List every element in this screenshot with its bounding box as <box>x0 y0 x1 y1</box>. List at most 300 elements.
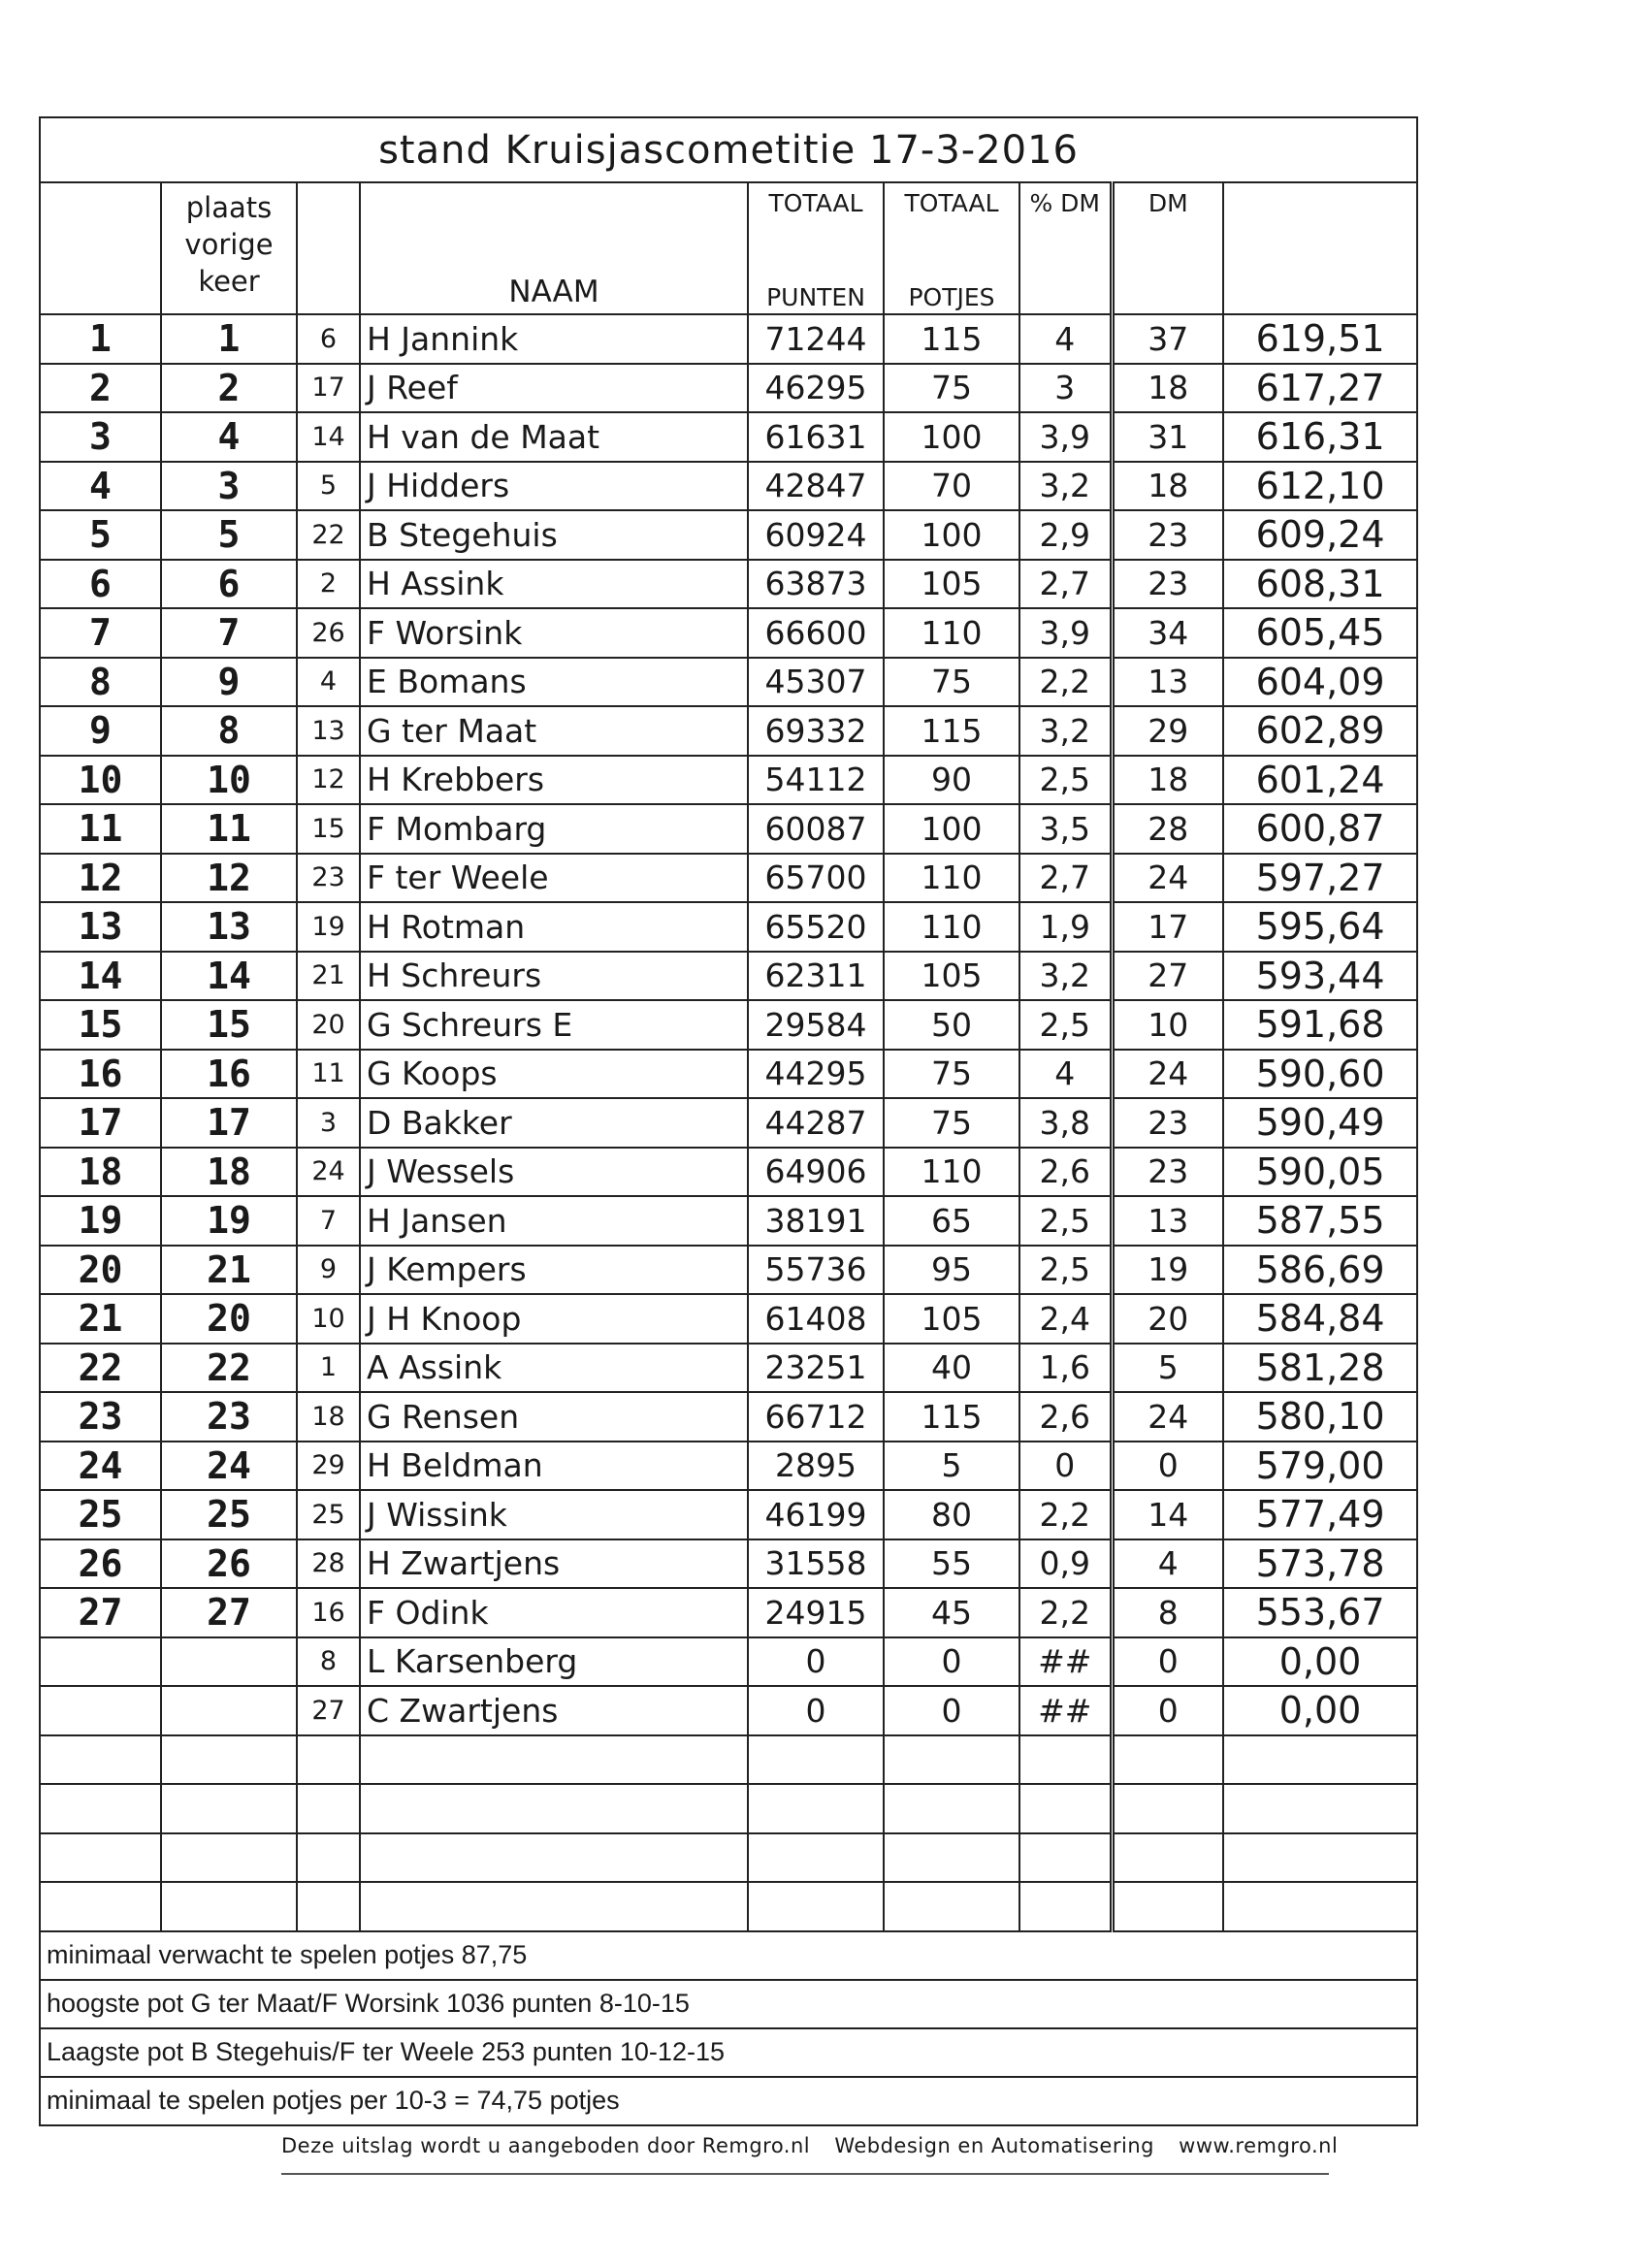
dm-cell: 0 <box>1112 1686 1223 1735</box>
previous-rank-cell: 5 <box>161 510 297 560</box>
rank-cell: 17 <box>40 1098 161 1148</box>
header-totaal-punten: TOTAAL PUNTEN <box>748 182 884 314</box>
totaal-punten-cell: 63873 <box>748 560 884 609</box>
totaal-potjes-cell: 105 <box>884 1294 1019 1344</box>
totaal-punten-cell: 38191 <box>748 1196 884 1246</box>
score-cell: 612,10 <box>1223 462 1417 511</box>
score-cell: 584,84 <box>1223 1294 1417 1344</box>
table-row <box>40 1344 1417 1393</box>
pct-dm-cell: 0 <box>1019 1442 1112 1491</box>
footer-divider <box>281 2173 1329 2175</box>
totaal-punten-cell: 66712 <box>748 1392 884 1442</box>
rank-cell: 20 <box>40 1246 161 1295</box>
previous-rank-cell: 23 <box>161 1392 297 1442</box>
header-seat <box>297 182 360 314</box>
table-row <box>40 462 1417 511</box>
name-cell: G ter Maat <box>360 706 748 756</box>
dm-cell: 28 <box>1112 804 1223 854</box>
name-cell: F ter Weele <box>360 854 748 903</box>
previous-rank-cell <box>161 1637 297 1687</box>
seat-cell: 10 <box>297 1294 360 1344</box>
seat-cell: 19 <box>297 902 360 952</box>
rank-cell: 22 <box>40 1344 161 1393</box>
table-row <box>40 1784 1417 1833</box>
rank-cell: 19 <box>40 1196 161 1246</box>
dm-cell: 20 <box>1112 1294 1223 1344</box>
seat-cell: 12 <box>297 756 360 805</box>
dm-cell: 13 <box>1112 658 1223 707</box>
rank-cell: 6 <box>40 560 161 609</box>
pct-dm-cell <box>1019 1735 1112 1785</box>
pct-dm-cell: 3,2 <box>1019 706 1112 756</box>
name-cell: H Jansen <box>360 1196 748 1246</box>
name-cell: H Assink <box>360 560 748 609</box>
totaal-potjes-cell <box>884 1735 1019 1785</box>
totaal-potjes-cell <box>884 1882 1019 1931</box>
footer <box>281 2134 1355 2157</box>
totaal-punten-cell: 0 <box>748 1686 884 1735</box>
pct-dm-cell: 3,9 <box>1019 412 1112 462</box>
totaal-potjes-cell: 0 <box>884 1637 1019 1687</box>
score-cell: 605,45 <box>1223 608 1417 658</box>
totaal-potjes-cell <box>884 1833 1019 1883</box>
score-cell: 617,27 <box>1223 364 1417 413</box>
pct-dm-cell: 3,8 <box>1019 1098 1112 1148</box>
totaal-potjes-cell: 50 <box>884 1000 1019 1050</box>
previous-rank-cell: 26 <box>161 1539 297 1589</box>
rank-cell: 3 <box>40 412 161 462</box>
totaal-potjes-cell: 105 <box>884 560 1019 609</box>
totaal-potjes-cell: 100 <box>884 804 1019 854</box>
dm-cell: 4 <box>1112 1539 1223 1589</box>
seat-cell: 26 <box>297 608 360 658</box>
table-row <box>40 560 1417 609</box>
rank-cell: 26 <box>40 1539 161 1589</box>
totaal-potjes-cell: 110 <box>884 1148 1019 1197</box>
previous-rank-cell: 24 <box>161 1442 297 1491</box>
totaal-potjes-cell: 110 <box>884 608 1019 658</box>
rank-cell: 11 <box>40 804 161 854</box>
dm-cell: 0 <box>1112 1442 1223 1491</box>
totaal-punten-cell: 0 <box>748 1637 884 1687</box>
previous-rank-cell <box>161 1882 297 1931</box>
name-cell: H van de Maat <box>360 412 748 462</box>
score-cell: 593,44 <box>1223 952 1417 1001</box>
previous-rank-cell: 15 <box>161 1000 297 1050</box>
totaal-potjes-cell: 65 <box>884 1196 1019 1246</box>
name-cell: J Hidders <box>360 462 748 511</box>
dm-cell: 18 <box>1112 756 1223 805</box>
score-cell: 591,68 <box>1223 1000 1417 1050</box>
table-row <box>40 1294 1417 1344</box>
totaal-punten-cell: 66600 <box>748 608 884 658</box>
name-cell <box>360 1882 748 1931</box>
totaal-punten-cell <box>748 1735 884 1785</box>
score-cell: 616,31 <box>1223 412 1417 462</box>
totaal-punten-cell: 61408 <box>748 1294 884 1344</box>
totaal-potjes-cell: 75 <box>884 1098 1019 1148</box>
totaal-potjes-cell: 105 <box>884 952 1019 1001</box>
previous-rank-cell: 3 <box>161 462 297 511</box>
previous-rank-cell: 7 <box>161 608 297 658</box>
note-row <box>40 1980 1417 2028</box>
totaal-potjes-cell: 0 <box>884 1686 1019 1735</box>
table-row <box>40 412 1417 462</box>
seat-cell: 25 <box>297 1490 360 1539</box>
rank-cell: 4 <box>40 462 161 511</box>
header-plaats-vorige-keer: plaats vorige keer <box>161 182 297 314</box>
rank-cell: 12 <box>40 854 161 903</box>
score-cell <box>1223 1882 1417 1931</box>
table-row <box>40 1637 1417 1687</box>
table-row <box>40 658 1417 707</box>
name-cell: J Wissink <box>360 1490 748 1539</box>
header-dm: DM <box>1112 182 1223 314</box>
dm-cell: 17 <box>1112 902 1223 952</box>
note-row <box>40 1931 1417 1980</box>
seat-cell: 18 <box>297 1392 360 1442</box>
pct-dm-cell: 2,5 <box>1019 1196 1112 1246</box>
header-totaal-potjes: TOTAAL POTJES <box>884 182 1019 314</box>
rank-cell: 2 <box>40 364 161 413</box>
score-cell: 0,00 <box>1223 1637 1417 1687</box>
totaal-punten-cell: 44295 <box>748 1050 884 1099</box>
totaal-punten-cell: 44287 <box>748 1098 884 1148</box>
name-cell: F Mombarg <box>360 804 748 854</box>
page-title: stand Kruisjascometitie 17-3-2016 <box>40 117 1417 182</box>
totaal-potjes-cell: 90 <box>884 756 1019 805</box>
note-row <box>40 2028 1417 2077</box>
seat-cell: 27 <box>297 1686 360 1735</box>
pct-dm-cell: 3,2 <box>1019 952 1112 1001</box>
seat-cell <box>297 1833 360 1883</box>
table-row <box>40 1148 1417 1197</box>
seat-cell <box>297 1784 360 1833</box>
standings-table <box>39 116 1418 2126</box>
name-cell: H Zwartjens <box>360 1539 748 1589</box>
rank-cell <box>40 1833 161 1883</box>
rank-cell: 13 <box>40 902 161 952</box>
totaal-potjes-cell: 75 <box>884 658 1019 707</box>
seat-cell: 28 <box>297 1539 360 1589</box>
totaal-potjes-cell: 55 <box>884 1539 1019 1589</box>
totaal-punten-cell: 65520 <box>748 902 884 952</box>
seat-cell: 11 <box>297 1050 360 1099</box>
dm-cell: 27 <box>1112 952 1223 1001</box>
seat-cell: 5 <box>297 462 360 511</box>
name-cell: L Karsenberg <box>360 1637 748 1687</box>
rank-cell: 1 <box>40 314 161 364</box>
previous-rank-cell <box>161 1735 297 1785</box>
totaal-punten-cell: 31558 <box>748 1539 884 1589</box>
rank-cell: 15 <box>40 1000 161 1050</box>
table-row <box>40 854 1417 903</box>
score-cell: 586,69 <box>1223 1246 1417 1295</box>
standings-sheet <box>39 116 1416 2126</box>
table-row <box>40 1050 1417 1099</box>
name-cell: A Assink <box>360 1344 748 1393</box>
totaal-potjes-cell: 75 <box>884 364 1019 413</box>
table-row <box>40 952 1417 1001</box>
totaal-punten-cell <box>748 1882 884 1931</box>
name-cell: D Bakker <box>360 1098 748 1148</box>
table-row <box>40 1735 1417 1785</box>
totaal-potjes-cell: 115 <box>884 1392 1019 1442</box>
rank-cell <box>40 1784 161 1833</box>
footer-service: Webdesign en Automatisering <box>834 2134 1154 2157</box>
table-row <box>40 1882 1417 1931</box>
score-cell: 604,09 <box>1223 658 1417 707</box>
score-cell: 590,60 <box>1223 1050 1417 1099</box>
rank-cell: 21 <box>40 1294 161 1344</box>
score-cell: 573,78 <box>1223 1539 1417 1589</box>
dm-cell: 31 <box>1112 412 1223 462</box>
score-cell: 581,28 <box>1223 1344 1417 1393</box>
totaal-punten-cell: 54112 <box>748 756 884 805</box>
rank-cell <box>40 1637 161 1687</box>
previous-rank-cell: 27 <box>161 1588 297 1637</box>
pct-dm-cell: 2,2 <box>1019 1490 1112 1539</box>
pct-dm-cell: 2,9 <box>1019 510 1112 560</box>
totaal-potjes-cell <box>884 1784 1019 1833</box>
score-cell: 587,55 <box>1223 1196 1417 1246</box>
totaal-punten-cell: 23251 <box>748 1344 884 1393</box>
totaal-punten-cell: 60924 <box>748 510 884 560</box>
rank-cell: 23 <box>40 1392 161 1442</box>
rank-cell: 27 <box>40 1588 161 1637</box>
pct-dm-cell: 2,6 <box>1019 1148 1112 1197</box>
dm-cell <box>1112 1735 1223 1785</box>
pct-dm-cell: ## <box>1019 1637 1112 1687</box>
seat-cell: 15 <box>297 804 360 854</box>
table-row <box>40 608 1417 658</box>
previous-rank-cell: 17 <box>161 1098 297 1148</box>
previous-rank-cell: 6 <box>161 560 297 609</box>
table-row <box>40 1539 1417 1589</box>
name-cell: G Rensen <box>360 1392 748 1442</box>
pct-dm-cell: 2,5 <box>1019 1000 1112 1050</box>
seat-cell: 13 <box>297 706 360 756</box>
pct-dm-cell: 0,9 <box>1019 1539 1112 1589</box>
name-cell: E Bomans <box>360 658 748 707</box>
pct-dm-cell <box>1019 1882 1112 1931</box>
seat-cell: 20 <box>297 1000 360 1050</box>
pct-dm-cell: 2,5 <box>1019 1246 1112 1295</box>
totaal-punten-cell: 46295 <box>748 364 884 413</box>
seat-cell <box>297 1882 360 1931</box>
seat-cell: 16 <box>297 1588 360 1637</box>
dm-cell: 23 <box>1112 560 1223 609</box>
seat-cell: 1 <box>297 1344 360 1393</box>
dm-cell: 18 <box>1112 364 1223 413</box>
score-cell: 608,31 <box>1223 560 1417 609</box>
totaal-potjes-cell: 80 <box>884 1490 1019 1539</box>
dm-cell: 23 <box>1112 1098 1223 1148</box>
pct-dm-cell: 3,9 <box>1019 608 1112 658</box>
score-cell: 619,51 <box>1223 314 1417 364</box>
header-score <box>1223 182 1417 314</box>
pct-dm-cell: 2,2 <box>1019 1588 1112 1637</box>
footer-url: www.remgro.nl <box>1179 2134 1339 2157</box>
dm-cell: 10 <box>1112 1000 1223 1050</box>
name-cell: J H Knoop <box>360 1294 748 1344</box>
note-text: minimaal te spelen potjes per 10-3 = 74,75 potjes <box>40 2077 1417 2125</box>
note-text: hoogste pot G ter Maat/F Worsink 1036 punten 8-10-15 <box>40 1980 1417 2028</box>
previous-rank-cell <box>161 1833 297 1883</box>
totaal-potjes-cell: 100 <box>884 510 1019 560</box>
totaal-punten-cell: 61631 <box>748 412 884 462</box>
seat-cell: 4 <box>297 658 360 707</box>
pct-dm-cell: 1,6 <box>1019 1344 1112 1393</box>
dm-cell: 0 <box>1112 1637 1223 1687</box>
score-cell: 580,10 <box>1223 1392 1417 1442</box>
rank-cell: 9 <box>40 706 161 756</box>
pct-dm-cell: 1,9 <box>1019 902 1112 952</box>
name-cell: J Kempers <box>360 1246 748 1295</box>
dm-cell: 37 <box>1112 314 1223 364</box>
pct-dm-cell: 3 <box>1019 364 1112 413</box>
previous-rank-cell: 25 <box>161 1490 297 1539</box>
totaal-punten-cell: 55736 <box>748 1246 884 1295</box>
pct-dm-cell: 2,7 <box>1019 560 1112 609</box>
pct-dm-cell: 2,2 <box>1019 658 1112 707</box>
table-row <box>40 804 1417 854</box>
totaal-potjes-cell: 75 <box>884 1050 1019 1099</box>
score-cell <box>1223 1784 1417 1833</box>
score-cell: 597,27 <box>1223 854 1417 903</box>
rank-cell <box>40 1882 161 1931</box>
table-row <box>40 510 1417 560</box>
totaal-punten-cell: 24915 <box>748 1588 884 1637</box>
name-cell <box>360 1784 748 1833</box>
pct-dm-cell <box>1019 1833 1112 1883</box>
name-cell: J Reef <box>360 364 748 413</box>
pct-dm-cell <box>1019 1784 1112 1833</box>
dm-cell: 24 <box>1112 1050 1223 1099</box>
table-row <box>40 1588 1417 1637</box>
totaal-punten-cell: 62311 <box>748 952 884 1001</box>
note-text: minimaal verwacht te spelen potjes 87,75 <box>40 1931 1417 1980</box>
previous-rank-cell: 11 <box>161 804 297 854</box>
score-cell <box>1223 1735 1417 1785</box>
score-cell: 0,00 <box>1223 1686 1417 1735</box>
name-cell: G Schreurs E <box>360 1000 748 1050</box>
totaal-potjes-cell: 45 <box>884 1588 1019 1637</box>
name-cell <box>360 1833 748 1883</box>
name-cell: G Koops <box>360 1050 748 1099</box>
rank-cell: 25 <box>40 1490 161 1539</box>
totaal-potjes-cell: 115 <box>884 314 1019 364</box>
previous-rank-cell <box>161 1784 297 1833</box>
rank-cell: 7 <box>40 608 161 658</box>
seat-cell <box>297 1735 360 1785</box>
previous-rank-cell: 12 <box>161 854 297 903</box>
dm-cell: 29 <box>1112 706 1223 756</box>
name-cell: F Odink <box>360 1588 748 1637</box>
rank-cell: 24 <box>40 1442 161 1491</box>
previous-rank-cell: 18 <box>161 1148 297 1197</box>
totaal-potjes-cell: 115 <box>884 706 1019 756</box>
table-row <box>40 364 1417 413</box>
name-cell: F Worsink <box>360 608 748 658</box>
previous-rank-cell: 19 <box>161 1196 297 1246</box>
pct-dm-cell: 4 <box>1019 1050 1112 1099</box>
totaal-potjes-cell: 70 <box>884 462 1019 511</box>
score-cell: 590,49 <box>1223 1098 1417 1148</box>
name-cell: H Rotman <box>360 902 748 952</box>
previous-rank-cell: 13 <box>161 902 297 952</box>
totaal-punten-cell: 64906 <box>748 1148 884 1197</box>
score-cell: 595,64 <box>1223 902 1417 952</box>
dm-cell: 19 <box>1112 1246 1223 1295</box>
seat-cell: 6 <box>297 314 360 364</box>
table-row <box>40 1392 1417 1442</box>
pct-dm-cell: 4 <box>1019 314 1112 364</box>
table-row <box>40 1686 1417 1735</box>
dm-cell <box>1112 1833 1223 1883</box>
seat-cell: 23 <box>297 854 360 903</box>
dm-cell: 5 <box>1112 1344 1223 1393</box>
table-row <box>40 1196 1417 1246</box>
totaal-punten-cell: 46199 <box>748 1490 884 1539</box>
totaal-punten-cell <box>748 1784 884 1833</box>
name-cell: H Beldman <box>360 1442 748 1491</box>
dm-cell: 13 <box>1112 1196 1223 1246</box>
header-naam: NAAM <box>360 182 748 314</box>
table-row <box>40 1442 1417 1491</box>
table-row <box>40 706 1417 756</box>
dm-cell: 24 <box>1112 854 1223 903</box>
rank-cell <box>40 1686 161 1735</box>
score-cell: 590,05 <box>1223 1148 1417 1197</box>
previous-rank-cell: 21 <box>161 1246 297 1295</box>
score-cell: 609,24 <box>1223 510 1417 560</box>
totaal-potjes-cell: 100 <box>884 412 1019 462</box>
table-row <box>40 1833 1417 1883</box>
totaal-punten-cell: 60087 <box>748 804 884 854</box>
previous-rank-cell: 2 <box>161 364 297 413</box>
rank-cell: 14 <box>40 952 161 1001</box>
totaal-potjes-cell: 5 <box>884 1442 1019 1491</box>
score-cell: 553,67 <box>1223 1588 1417 1637</box>
name-cell: H Krebbers <box>360 756 748 805</box>
table-row <box>40 1098 1417 1148</box>
dm-cell: 24 <box>1112 1392 1223 1442</box>
pct-dm-cell: 3,2 <box>1019 462 1112 511</box>
seat-cell: 14 <box>297 412 360 462</box>
seat-cell: 3 <box>297 1098 360 1148</box>
dm-cell: 8 <box>1112 1588 1223 1637</box>
previous-rank-cell: 22 <box>161 1344 297 1393</box>
header-row <box>40 182 1417 314</box>
previous-rank-cell: 4 <box>161 412 297 462</box>
previous-rank-cell: 9 <box>161 658 297 707</box>
dm-cell: 14 <box>1112 1490 1223 1539</box>
seat-cell: 21 <box>297 952 360 1001</box>
name-cell <box>360 1735 748 1785</box>
rank-cell: 10 <box>40 756 161 805</box>
score-cell: 602,89 <box>1223 706 1417 756</box>
name-cell: H Jannink <box>360 314 748 364</box>
note-text: Laagste pot B Stegehuis/F ter Weele 253 punten 10-12-15 <box>40 2028 1417 2077</box>
table-row <box>40 1000 1417 1050</box>
rank-cell: 18 <box>40 1148 161 1197</box>
dm-cell <box>1112 1882 1223 1931</box>
seat-cell: 22 <box>297 510 360 560</box>
totaal-potjes-cell: 95 <box>884 1246 1019 1295</box>
header-pct-dm: % DM <box>1019 182 1112 314</box>
score-cell <box>1223 1833 1417 1883</box>
